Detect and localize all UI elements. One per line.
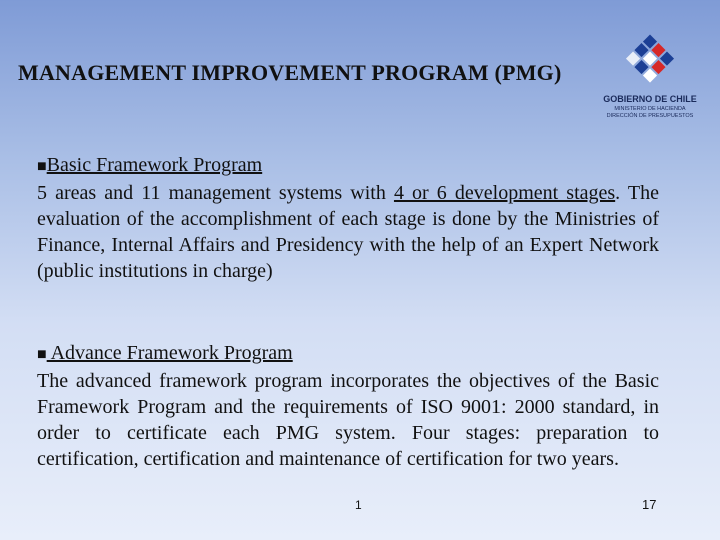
bullet-icon: ■ (37, 158, 47, 175)
basic-framework-heading (37, 152, 659, 180)
logo-diamonds-icon (618, 28, 682, 92)
bullet-icon: ■ (37, 346, 47, 363)
basic-framework-text (37, 180, 659, 284)
logo-line-1: GOBIERNO DE CHILE (603, 94, 697, 104)
gobierno-logo (600, 28, 700, 120)
advance-framework-heading-text: Advance Framework Program (46, 342, 293, 364)
basic-text-part-1: 5 areas and 11 management systems with (37, 182, 394, 204)
logo-line-3: DIRECCIÓN DE PRESUPUESTOS (606, 113, 694, 119)
footer-number: 1 (355, 498, 362, 512)
advance-framework-text: The advanced framework program incorporates the objectives of the Basic Framework Program and the requirements of ISO 9001: 2000 standard, in order to certificate each PMG system. Four stages: preparation to certification, certification and maintenance of certification for two years. (37, 370, 659, 470)
basic-text-underlined: 4 or 6 development stages (393, 182, 616, 204)
logo-line-2: MINISTERIO DE HACIENDA (614, 106, 686, 112)
basic-text-part-2: . The evaluation of the accomplishment of each stage is done by the Ministries of Finance, Internal Affairs and Presidency with the help of an Expert Network (public institutions in charge) (37, 182, 659, 282)
slide-title: MANAGEMENT IMPROVEMENT PROGRAM (PMG) (18, 60, 562, 85)
page-number: 17 (642, 497, 657, 512)
basic-framework-section (37, 152, 659, 284)
advance-framework-heading (37, 340, 659, 368)
advance-framework-section (37, 340, 659, 472)
basic-framework-heading-text: Basic Framework Program (46, 154, 263, 176)
